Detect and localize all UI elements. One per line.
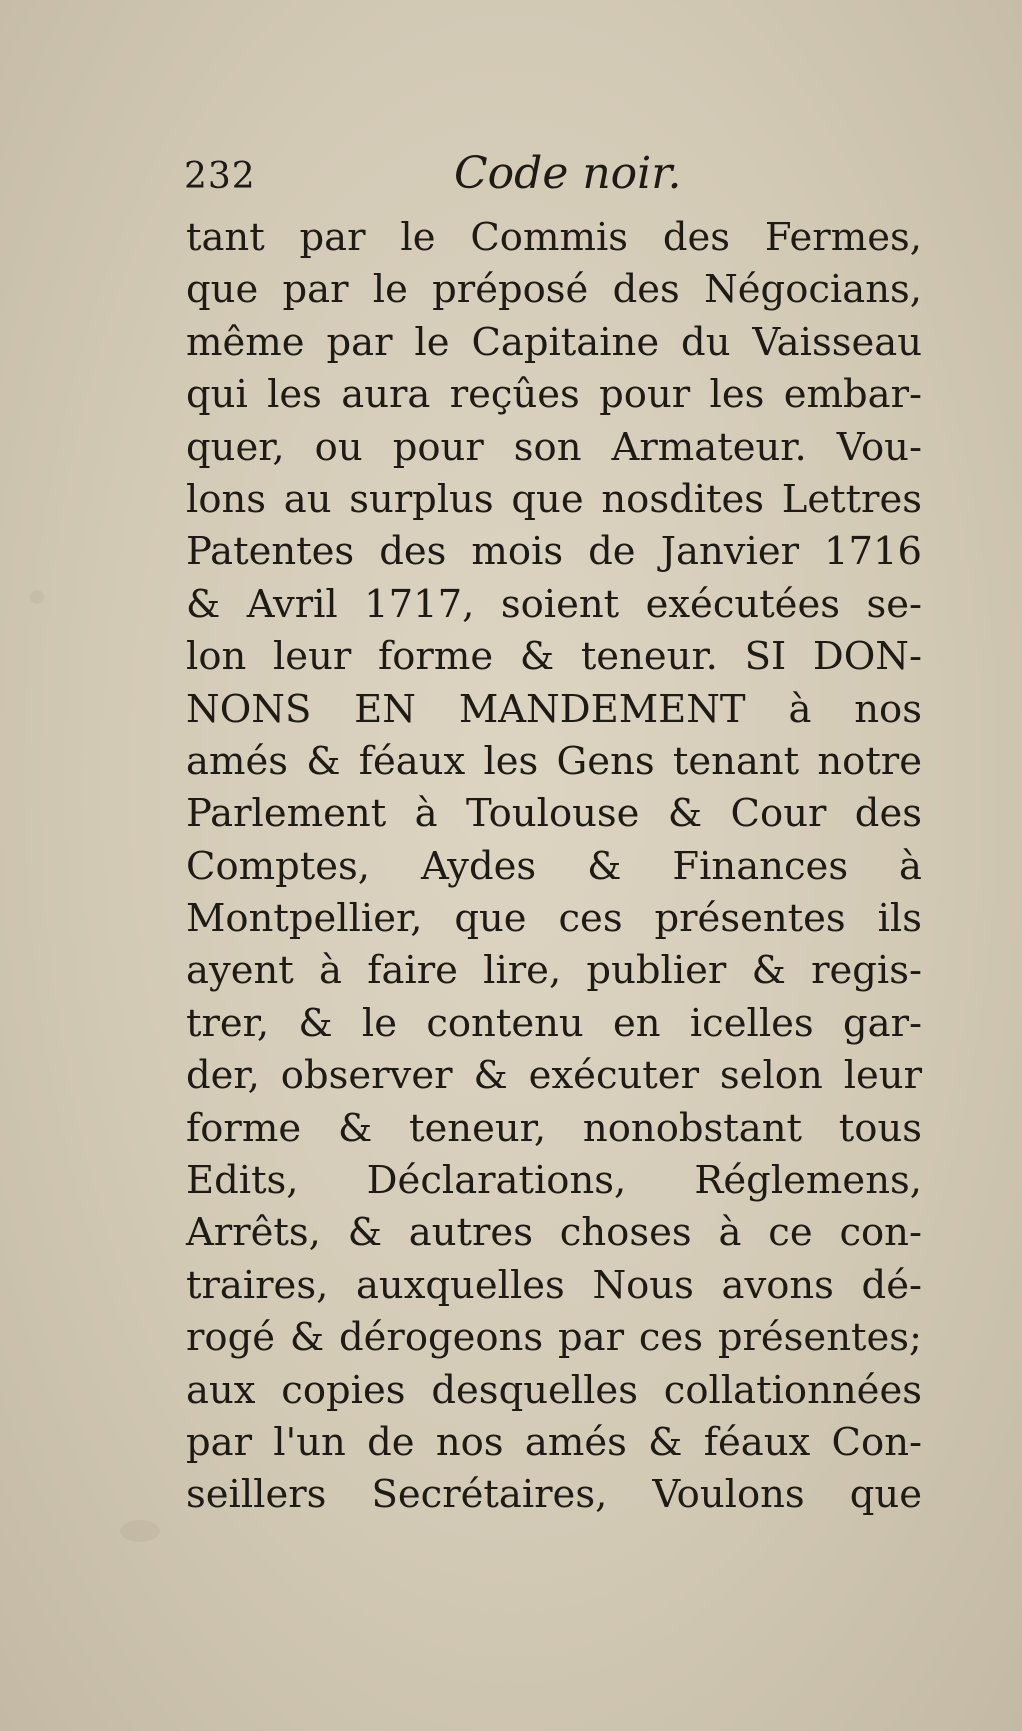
text-line: par l'un de nos amés & féaux Con- <box>186 1419 922 1465</box>
body-text <box>186 212 922 1522</box>
text-line: Comptes, Aydes & Finances à <box>186 843 922 889</box>
text-line: & Avril 1717, soient exécutées se- <box>186 581 922 627</box>
text-line: Arrêts, & autres choses à ce con- <box>186 1210 922 1256</box>
text-line: aux copies desquelles collationnées <box>186 1367 922 1413</box>
paper-stain <box>30 590 44 604</box>
text-line: traires, auxquelles Nous avons dé- <box>186 1262 922 1308</box>
text-line: lon leur forme & teneur. SI DON- <box>186 634 922 680</box>
text-line: seillers Secrétaires, Voulons que <box>186 1472 922 1518</box>
page-number: 232 <box>184 156 256 197</box>
text-line: même par le Capitaine du Vaisseau <box>186 319 922 365</box>
text-line: lons au surplus que nosdites Lettres <box>186 476 922 522</box>
text-line: amés & féaux les Gens tenant notre <box>186 738 922 784</box>
text-line: quer, ou pour son Armateur. Vou- <box>186 424 922 470</box>
text-line: tant par le Commis des Fermes, <box>186 215 922 260</box>
text-line: qui les aura reçûes pour les embar- <box>186 372 922 418</box>
text-line: que par le préposé des Négocians, <box>186 267 922 313</box>
text-line: rogé & dérogeons par ces présentes; <box>186 1315 922 1361</box>
text-line: Edits, Déclarations, Réglemens, <box>186 1158 922 1204</box>
page-header <box>184 148 924 208</box>
paper-stain <box>120 1520 160 1542</box>
running-title: Code noir. <box>454 148 682 199</box>
text-line: Parlement à Toulouse & Cour des <box>186 791 922 837</box>
text-line: NONS EN MANDEMENT à nos <box>186 686 922 732</box>
text-line: trer, & le contenu en icelles gar- <box>186 1000 922 1046</box>
text-line: Montpellier, que ces présentes ils <box>186 896 922 942</box>
text-line: forme & teneur, nonobstant tous <box>186 1105 922 1151</box>
text-line: der, observer & exécuter selon leur <box>186 1053 922 1099</box>
text-line: ayent à faire lire, publier & regis- <box>186 948 922 994</box>
text-line: Patentes des mois de Janvier 1716 <box>186 529 922 575</box>
